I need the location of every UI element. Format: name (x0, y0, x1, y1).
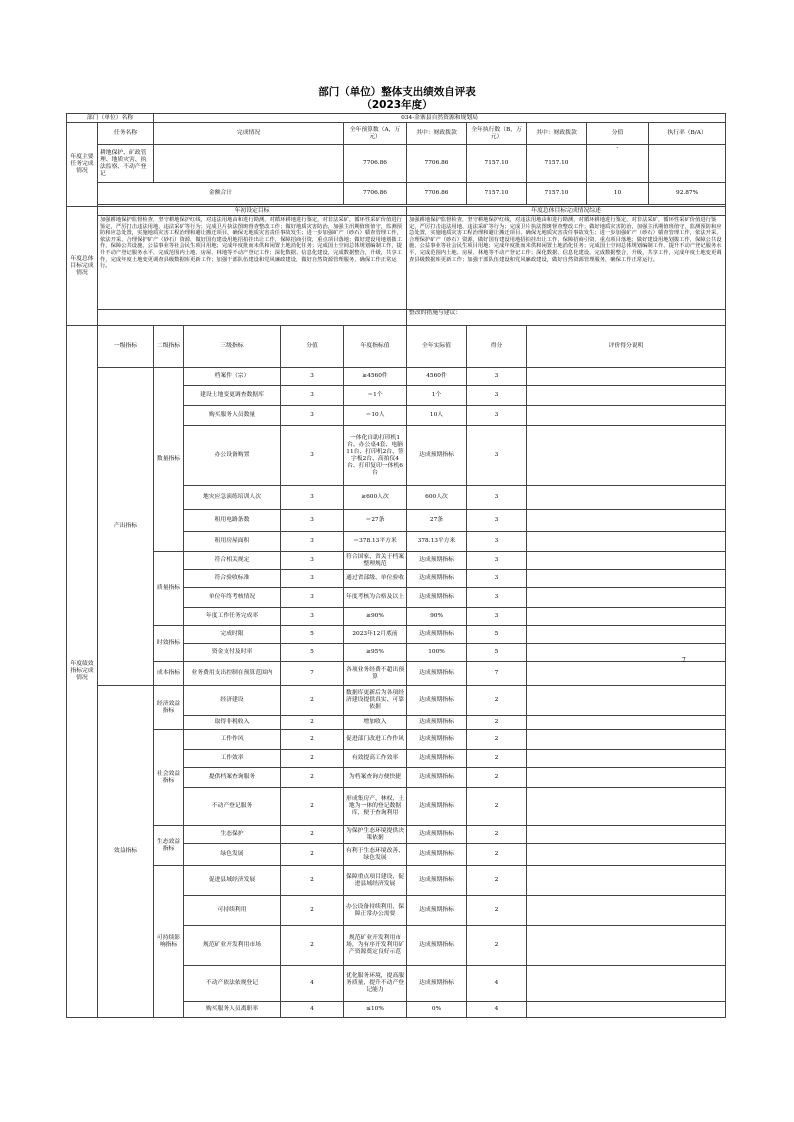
perf-h-l1: 一级指标 (98, 326, 154, 368)
indicator-comment (527, 552, 726, 570)
indicator-points: 3 (467, 406, 527, 426)
indicator-comment (527, 788, 726, 826)
indicator-points: 4 (467, 1002, 527, 1018)
indicator-name: 生态保护 (184, 826, 281, 844)
indicator-target: 2023年12月底前 (344, 626, 407, 644)
indicator-points: 2 (467, 686, 527, 716)
indicator-score: 5 (281, 626, 344, 644)
indicator-score: 2 (281, 866, 344, 896)
indicator-target: ＝10人 (344, 406, 407, 426)
indicator-actual: 达成预期指标 (407, 716, 467, 730)
l2-cost: 成本指标 (154, 662, 184, 686)
indicator-target: ≤10% (344, 1002, 407, 1018)
indicator-target: 有效提高工作效率 (344, 750, 407, 768)
indicator-points: 3 (467, 510, 527, 532)
indicator-score: 4 (281, 1002, 344, 1018)
indicator-points: 5 (467, 644, 527, 662)
indicator-points: 3 (467, 486, 527, 510)
task-score: - (587, 145, 649, 183)
indicator-actual: 达成预期指标 (407, 750, 467, 768)
indicator-target: 促进部门改进工作作风 (344, 730, 407, 750)
indicator-target: 通过省部级、单位验收 (344, 570, 407, 588)
indicator-score: 2 (281, 844, 344, 866)
task-rate (649, 145, 726, 183)
indicator-target: ＝378.13平方米 (344, 532, 407, 552)
indicator-points: 2 (467, 866, 527, 896)
total-budget: 7706.86 (344, 183, 407, 205)
goals-set-text: 加强耕地保护监督检查，坚守耕地保护红线，对违法用地由和进行勘测，对循环耕地进行鉴定，对非法采矿，循环性采矿价值进行鉴定，严厉打击违法用地、违法采矿等行为；完成卫片执法图斑督查整改工作；做好地质灾害防治，加强主汛期值班值守，监测预防和应急处置，实施地质灾害工程治理和避让搬迁项目，确保无地质灾害责任事故发生；进一步加强矿产（砂石）赣查管理工作，依法开采，合理保护矿产（砂石）资源，做好国有建设用地招拍挂出让工作，保障招商引资，重点项目落地；做好建设用地划拨工作，保障公共设施、公益事业等社会民生项目用地；完成年度批而未供和闲置土地消化任务；完成国土空间总体规划编制工作，提升不动产登记服务水平，完成范围内土地、房屋、林地等不动产登记工作；深化数据、信息化建设，完成数据整合，升级，共享工作，完成年度土地变更调查县级数据库更新工作；加强干部队伍建设和党风廉政建设，做好自然资源管理服务，确保工作正常运行。 (98, 216, 407, 310)
indicator-name: 提供档案查询服务 (184, 768, 281, 788)
indicator-score: 3 (281, 426, 344, 486)
dept-label: 部门（单位）名称 (67, 114, 154, 123)
indicator-comment (527, 426, 726, 486)
indicator-points: 2 (467, 896, 527, 926)
page-subtitle: （2023年度） (361, 99, 433, 111)
indicator-score: 2 (281, 926, 344, 966)
indicator-comment (527, 626, 726, 644)
indicator-name: 可持续利用 (184, 896, 281, 926)
indicator-actual: 达成预期指标 (407, 570, 467, 588)
indicator-score: 2 (281, 896, 344, 926)
dept-value: 034-金寨县自然资源和规划局 (154, 114, 726, 123)
indicator-actual: 达成预期指标 (407, 966, 467, 1002)
l2-social: 社会效益指标 (154, 730, 184, 826)
perf-h-score: 分值 (281, 326, 344, 368)
indicator-actual: 达成预期指标 (407, 768, 467, 788)
indicator-actual: 达成预期指标 (407, 626, 467, 644)
page-title: 部门（单位）整体支出绩效自评表 (318, 86, 476, 98)
indicator-points: 3 (467, 532, 527, 552)
indicator-comment (527, 966, 726, 1002)
indicator-actual: 达成预期指标 (407, 926, 467, 966)
indicator-score: 2 (281, 750, 344, 768)
indicator-actual: 378.13平方米 (407, 532, 467, 552)
indicator-target: 数据库更新后为各项经济建设提供真实、可靠依据 (344, 686, 407, 716)
perf-h-target: 年度指标值 (344, 326, 407, 368)
indicator-actual: 600人次 (407, 486, 467, 510)
l2-quantity: 数量指标 (154, 368, 184, 552)
indicator-comment (527, 844, 726, 866)
col-budget-fiscal: 其中：财政拨款 (407, 123, 467, 145)
task-exec: 7157.10 (467, 145, 527, 183)
indicator-target: 增加收入 (344, 716, 407, 730)
indicator-comment (527, 826, 726, 844)
task-status (154, 145, 344, 183)
total-exec: 7157.10 (467, 183, 527, 205)
task-exec-fiscal: 7157.10 (527, 145, 587, 183)
l2-quality: 质量指标 (154, 552, 184, 626)
indicator-name: 年度工作任务完成率 (184, 608, 281, 626)
indicator-name: 符合相关规定 (184, 552, 281, 570)
indicator-comment (527, 570, 726, 588)
indicator-score: 3 (281, 532, 344, 552)
indicator-score: 3 (281, 406, 344, 426)
indicator-score: 2 (281, 826, 344, 844)
indicator-target: 为保护生态环境提供决策依据 (344, 826, 407, 844)
l2-time: 时效指标 (154, 626, 184, 662)
total-label: 金额合计 (98, 183, 344, 205)
indicator-target: 保障重点项目建设，促进县域经济发展 (344, 866, 407, 896)
indicator-score: 3 (281, 486, 344, 510)
indicator-name: 资金支付及时率 (184, 644, 281, 662)
indicator-actual: 达成预期指标 (407, 552, 467, 570)
task-budget-fiscal: 7706.86 (407, 145, 467, 183)
indicator-score: 4 (281, 966, 344, 1002)
indicator-actual: 达成预期指标 (407, 866, 467, 896)
indicator-score: 7 (281, 662, 344, 686)
l2-eco: 生态效益指标 (154, 826, 184, 866)
indicator-score: 5 (281, 644, 344, 662)
indicator-name: 购买服务人员数量 (184, 406, 281, 426)
indicator-target: ＝1个 (344, 386, 407, 406)
indicator-name: 购买服务人员离职率 (184, 1002, 281, 1018)
indicator-name: 工作效率 (184, 750, 281, 768)
indicator-comment (527, 532, 726, 552)
indicator-points: 7 (467, 662, 527, 686)
indicator-comment (527, 662, 726, 686)
l2-economic: 经济效益指标 (154, 686, 184, 730)
task-budget: 7706.86 (344, 145, 407, 183)
indicator-points: 2 (467, 730, 527, 750)
indicator-points: 3 (467, 552, 527, 570)
task-name: 耕地保护、矿政管理、地质灾害、执法监察、不动产登记 (98, 145, 154, 183)
indicator-points: 2 (467, 826, 527, 844)
indicator-name: 租用房屋面积 (184, 532, 281, 552)
indicator-score: 3 (281, 588, 344, 608)
evaluation-table (66, 113, 726, 1018)
indicator-target: 符合国家、省关于档案整理规范 (344, 552, 407, 570)
indicator-actual: 达成预期指标 (407, 896, 467, 926)
perf-h-actual: 全年实际值 (407, 326, 467, 368)
indicator-score: 3 (281, 386, 344, 406)
indicator-actual: 27条 (407, 510, 467, 532)
indicator-actual: 100% (407, 644, 467, 662)
indicator-points: 2 (467, 788, 527, 826)
indicator-actual: 90% (407, 608, 467, 626)
indicator-comment (527, 588, 726, 608)
indicator-comment (527, 926, 726, 966)
indicator-points: 2 (467, 768, 527, 788)
indicator-points: 2 (467, 844, 527, 866)
indicator-comment (527, 644, 726, 662)
col-score: 分值 (587, 123, 649, 145)
indicator-actual: 达成预期指标 (407, 844, 467, 866)
indicator-target: ≥95% (344, 644, 407, 662)
indicator-target: ≥90% (344, 608, 407, 626)
indicator-name: 单位年终考核情况 (184, 588, 281, 608)
indicator-score: 3 (281, 368, 344, 386)
indicator-comment (527, 406, 726, 426)
indicator-score: 2 (281, 730, 344, 750)
indicator-name: 办公设备购置 (184, 426, 281, 486)
goals-done-header: 年度总体目标完成情况综述 (407, 207, 726, 216)
indicator-comment (527, 768, 726, 788)
indicator-name: 建设土地变更调查数据库 (184, 386, 281, 406)
indicator-name: 完成时限 (184, 626, 281, 644)
indicator-comment (527, 750, 726, 768)
indicator-score: 2 (281, 768, 344, 788)
total-budget-fiscal: 7706.86 (407, 183, 467, 205)
indicator-actual: 1个 (407, 386, 467, 406)
indicator-target: 规范矿业开发利用市场，为有序开发利用矿产资源奠定良好示范 (344, 926, 407, 966)
indicator-comment (527, 486, 726, 510)
indicator-score: 3 (281, 510, 344, 532)
indicator-comment (527, 386, 726, 406)
indicator-points: 3 (467, 570, 527, 588)
indicator-actual: 10人 (407, 406, 467, 426)
perf-h-l2: 二级指标 (154, 326, 184, 368)
l1-effect: 效益指标 (98, 686, 154, 1018)
indicator-comment (527, 716, 726, 730)
indicator-points: 3 (467, 608, 527, 626)
indicator-score: 2 (281, 686, 344, 716)
col-exec: 全年执行数（B，万元） (467, 123, 527, 145)
indicator-score: 2 (281, 788, 344, 826)
indicator-name: 地灾应急演练培训人次 (184, 486, 281, 510)
tasks-section-label: 年度主要任务完成情况 (67, 123, 98, 207)
indicator-name: 取得非税收入 (184, 716, 281, 730)
indicator-name: 不动产依法依规登记 (184, 966, 281, 1002)
perf-h-l3: 三级指标 (184, 326, 281, 368)
indicator-points: 3 (467, 386, 527, 406)
indicator-name: 租用电路条数 (184, 510, 281, 532)
indicator-comment (527, 730, 726, 750)
indicator-name: 绿色发展 (184, 844, 281, 866)
col-exec-fiscal: 其中：财政拨款 (527, 123, 587, 145)
col-task-name: 任务名称 (98, 123, 154, 145)
goals-section-label: 年度总体目标完成情况 (67, 207, 98, 326)
indicator-points: 2 (467, 716, 527, 730)
indicator-target: 有利于生态环境改善、绿色发展 (344, 844, 407, 866)
indicator-comment (527, 1002, 726, 1018)
indicator-comment (527, 686, 726, 716)
indicator-target: 各项业务经费不超出预算 (344, 662, 407, 686)
indicator-name: 档案件（宗） (184, 368, 281, 386)
indicator-target: 形成集房产、林权、土地为一体的登记数据库，便于查询利用 (344, 788, 407, 826)
indicator-target: ≥600人次 (344, 486, 407, 510)
indicator-score: 2 (281, 716, 344, 730)
total-exec-fiscal: 7157.10 (527, 183, 587, 205)
indicator-points: 3 (467, 368, 527, 386)
indicator-name: 符合验收标准 (184, 570, 281, 588)
indicator-comment (527, 866, 726, 896)
indicator-points: 2 (467, 926, 527, 966)
indicator-points: 4 (467, 966, 527, 1002)
indicator-name: 不动产登记服务 (184, 788, 281, 826)
indicator-target: ＝27条 (344, 510, 407, 532)
col-budget: 全年预算数（A，万元） (344, 123, 407, 145)
indicator-actual: 达成预期指标 (407, 788, 467, 826)
indicator-comment (527, 896, 726, 926)
indicator-score: 3 (281, 608, 344, 626)
indicator-comment (527, 510, 726, 532)
indicator-target: ≥4560件 (344, 368, 407, 386)
col-status: 完成情况 (154, 123, 344, 145)
l1-output: 产出指标 (98, 368, 154, 686)
perf-h-points: 得分 (467, 326, 527, 368)
indicator-name: 业务费用支出控制在预算范围内 (184, 662, 281, 686)
indicator-actual: 达成预期指标 (407, 588, 467, 608)
total-rate: 92.87% (649, 183, 726, 205)
margin-page-number: 7 (682, 657, 686, 664)
indicator-target: 年度考核为合格及以上 (344, 588, 407, 608)
total-score: 10 (587, 183, 649, 205)
indicator-actual: 0% (407, 1002, 467, 1018)
perf-h-comment: 评价得分说明 (527, 326, 726, 368)
indicator-name: 工作作风 (184, 730, 281, 750)
indicator-target: 一体化自助打印机1台、办公桌4套、电脑11台、打印机2台、签字板2台、高拍仪4台、打印复印一体机6台 (344, 426, 407, 486)
indicator-target: 为档案查询方便快捷 (344, 768, 407, 788)
indicator-actual: 达成预期指标 (407, 426, 467, 486)
indicator-actual: 4560件 (407, 368, 467, 386)
indicator-points: 3 (467, 588, 527, 608)
col-rate: 执行率（B/A） (649, 123, 726, 145)
indicator-target: 优化服务环境，提高服务质量，提升不动产登记能力 (344, 966, 407, 1002)
indicator-target: 办公设备持续利用，保障正常办公需要 (344, 896, 407, 926)
indicator-score: 3 (281, 570, 344, 588)
indicator-comment (527, 608, 726, 626)
perf-section-label: 年度绩效指标完成情况 (67, 326, 98, 1018)
goals-set-header: 年初设定目标 (98, 207, 407, 216)
indicator-name: 规范矿业开发利用市场 (184, 926, 281, 966)
indicator-actual: 达成预期指标 (407, 686, 467, 716)
indicator-points: 2 (467, 750, 527, 768)
indicator-actual: 达成预期指标 (407, 730, 467, 750)
indicator-name: 促进县域经济发展 (184, 866, 281, 896)
goals-remark: 整改的措施与建议： (407, 310, 726, 326)
goals-done-text: 加强耕地保护监督检查，坚守耕地保护红线，对违法用地由和进行勘测，对循环耕地进行鉴定，对非法采矿，循环性采矿价值进行鉴定，严厉打击违法用地、违法采矿等行为；完成卫片执法图斑督查整改工作；做好地质灾害防治，加强主汛期值班值守，监测预防和应急处置，实施地质灾害工程治理和避让搬迁项目，确保无地质灾害责任事故发生；进一步加强矿产（砂石）赣查管理工作，依法开采，合理保护矿产（砂石）资源，做好国有建设用地招拍挂出让工作，保障招商引资，重点项目落地；做好建设用地划拨工作，保障公共设施、公益事业等社会民生项目用地；完成年度批而未供和闲置土地消化任务；完成国土空间总体规划编制工作，提升不动产登记服务水平，完成范围内土地、房屋、林地等不动产登记工作；深化数据、信息化建设，完成数据整合，升级，共享工作，完成年度土地变更调查县级数据库更新工作；加强干部队伍建设和党风廉政建设，做好自然资源管理服务，确保工作正常运行。 (407, 216, 726, 310)
indicator-name: 经济建设 (184, 686, 281, 716)
l2-sustain: 可持续影响指标 (154, 866, 184, 1018)
indicator-comment (527, 368, 726, 386)
indicator-actual: 达成预期指标 (407, 662, 467, 686)
indicator-score: 3 (281, 552, 344, 570)
indicator-points: 5 (467, 626, 527, 644)
indicator-actual: 达成预期指标 (407, 826, 467, 844)
indicator-points: 3 (467, 426, 527, 486)
